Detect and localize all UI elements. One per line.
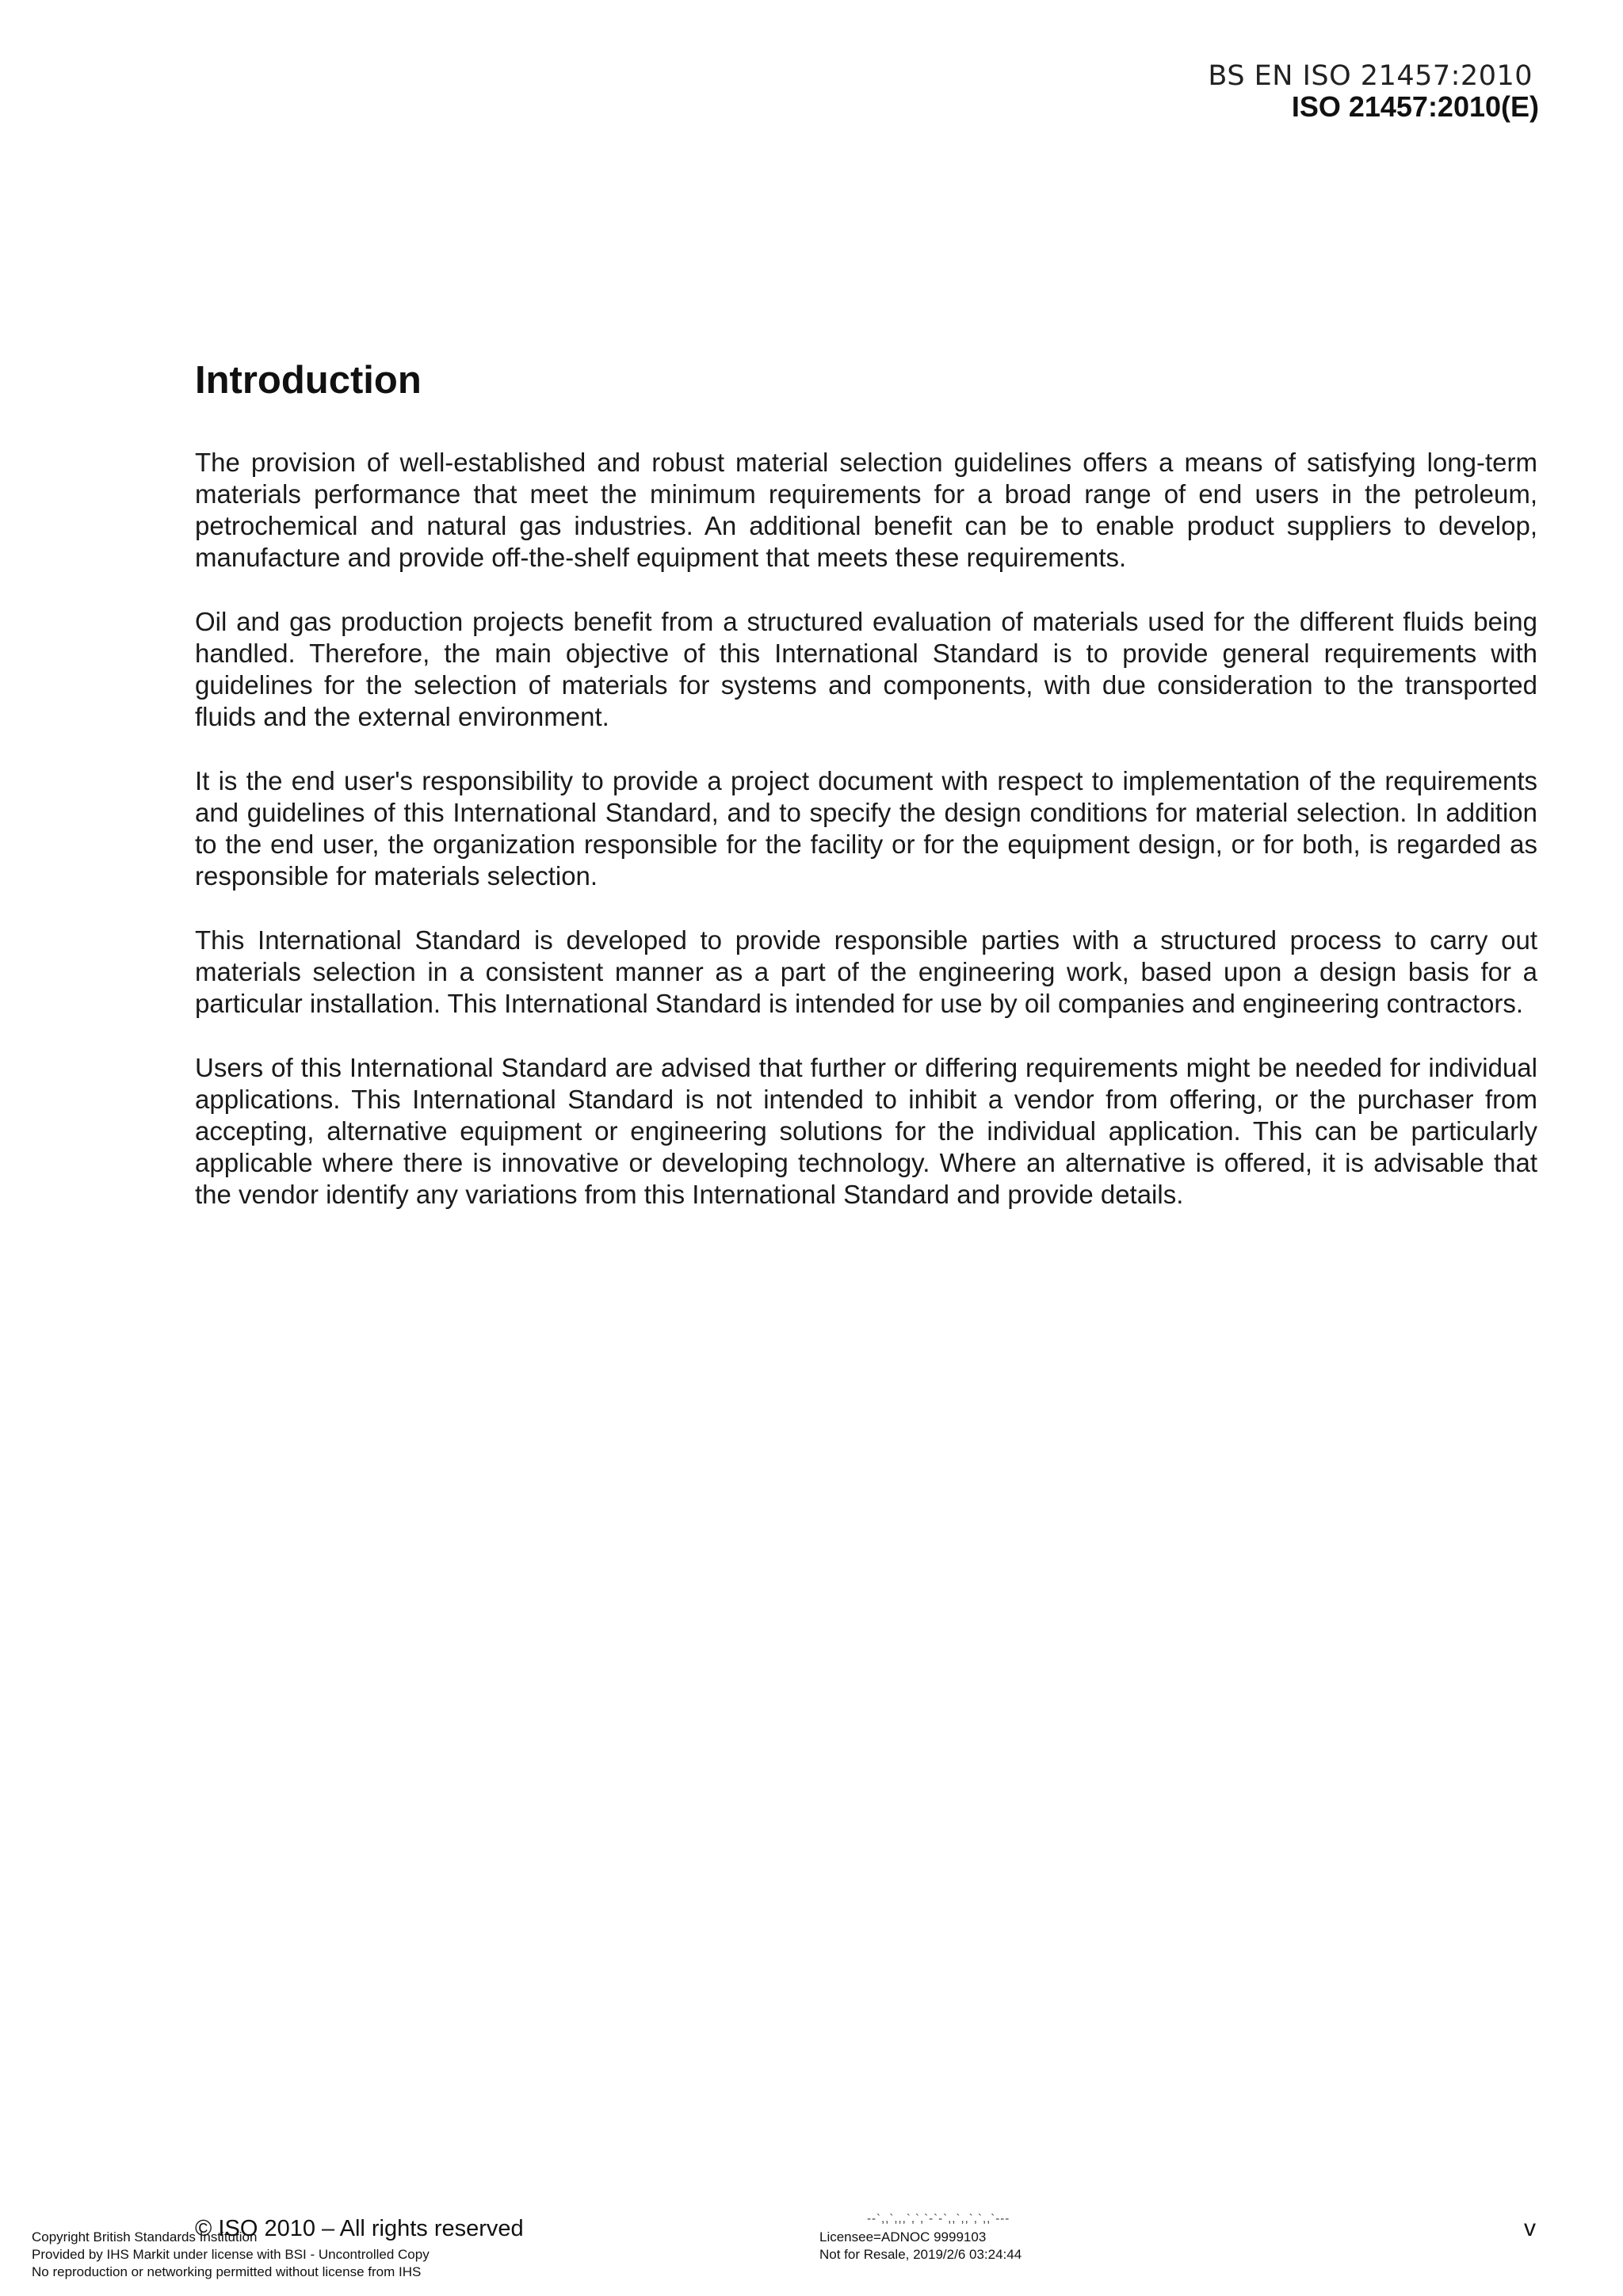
license-notice-line: Copyright British Standards Institution xyxy=(32,2229,258,2245)
section-body xyxy=(195,447,1537,1243)
footer-dash-marks: --`,,`,,,`,`,`-`-`,,`,,`,`,,`--- xyxy=(867,2212,1010,2225)
iso-reference: ISO 21457:2010(E) xyxy=(1291,90,1539,123)
paragraph: This International Standard is developed to provide responsible parties with a structured process to carry out materials selection in a consistent manner as a part of the engineering work, based upon a design basis for a particular installation. This International Standard is intended for use by oil companies and engineering contractors. xyxy=(195,925,1537,1018)
section-title: Introduction xyxy=(195,359,422,402)
page-number: v xyxy=(1524,2215,1536,2241)
licensee-notice-line: Licensee=ADNOC 9999103 xyxy=(819,2229,987,2245)
license-notice-line: Provided by IHS Markit under license with BSI - Uncontrolled Copy xyxy=(32,2247,430,2262)
paragraph: Users of this International Standard are advised that further or differing requirements might be needed for individual applications. This International Standard is not intended to inhibit a vendor from offering, or the purchaser from accepting, alternative equipment or engineering solutions for the individual application. This can be particularly applicable where there is innovative or developing technology. Where an alternative is offered, it is advisable that the vendor identify any variations from this International Standard and provide details. xyxy=(195,1053,1537,1209)
paragraph: Oil and gas production projects benefit from a structured evaluation of materials used for the different fluids being handled. Therefore, the main objective of this International Standard is to provide general requirements with guidelines for the selection of materials for systems and components, with due consideration to the transported fluids and the external environment. xyxy=(195,607,1537,731)
paragraph: The provision of well-established and robust material selection guidelines offers a means of satisfying long-term materials performance that meet the minimum requirements for a broad range of end users in the petroleum, petrochemical and natural gas industries. An additional benefit can be to enable product suppliers to develop, manufacture and provide off-the-shelf equipment that meets these requirements. xyxy=(195,448,1537,572)
licensee-notice xyxy=(819,2229,1022,2264)
document-id: BS EN ISO 21457:2010 xyxy=(1208,60,1533,92)
license-notice-line: No reproduction or networking permitted without license from IHS xyxy=(32,2264,422,2279)
license-notice xyxy=(32,2229,430,2281)
licensee-notice-line: Not for Resale, 2019/2/6 03:24:44 xyxy=(819,2247,1022,2262)
footer-copyright: © ISO 2010 – All rights reserved xyxy=(195,2216,524,2241)
paragraph: It is the end user's responsibility to provide a project document with respect to implementation of the requirements and guidelines of this International Standard, and to specify the design conditions for material selection. In addition to the end user, the organization responsible for the facility or for the equipment design, or for both, is regarded as responsible for materials selection. xyxy=(195,766,1537,891)
